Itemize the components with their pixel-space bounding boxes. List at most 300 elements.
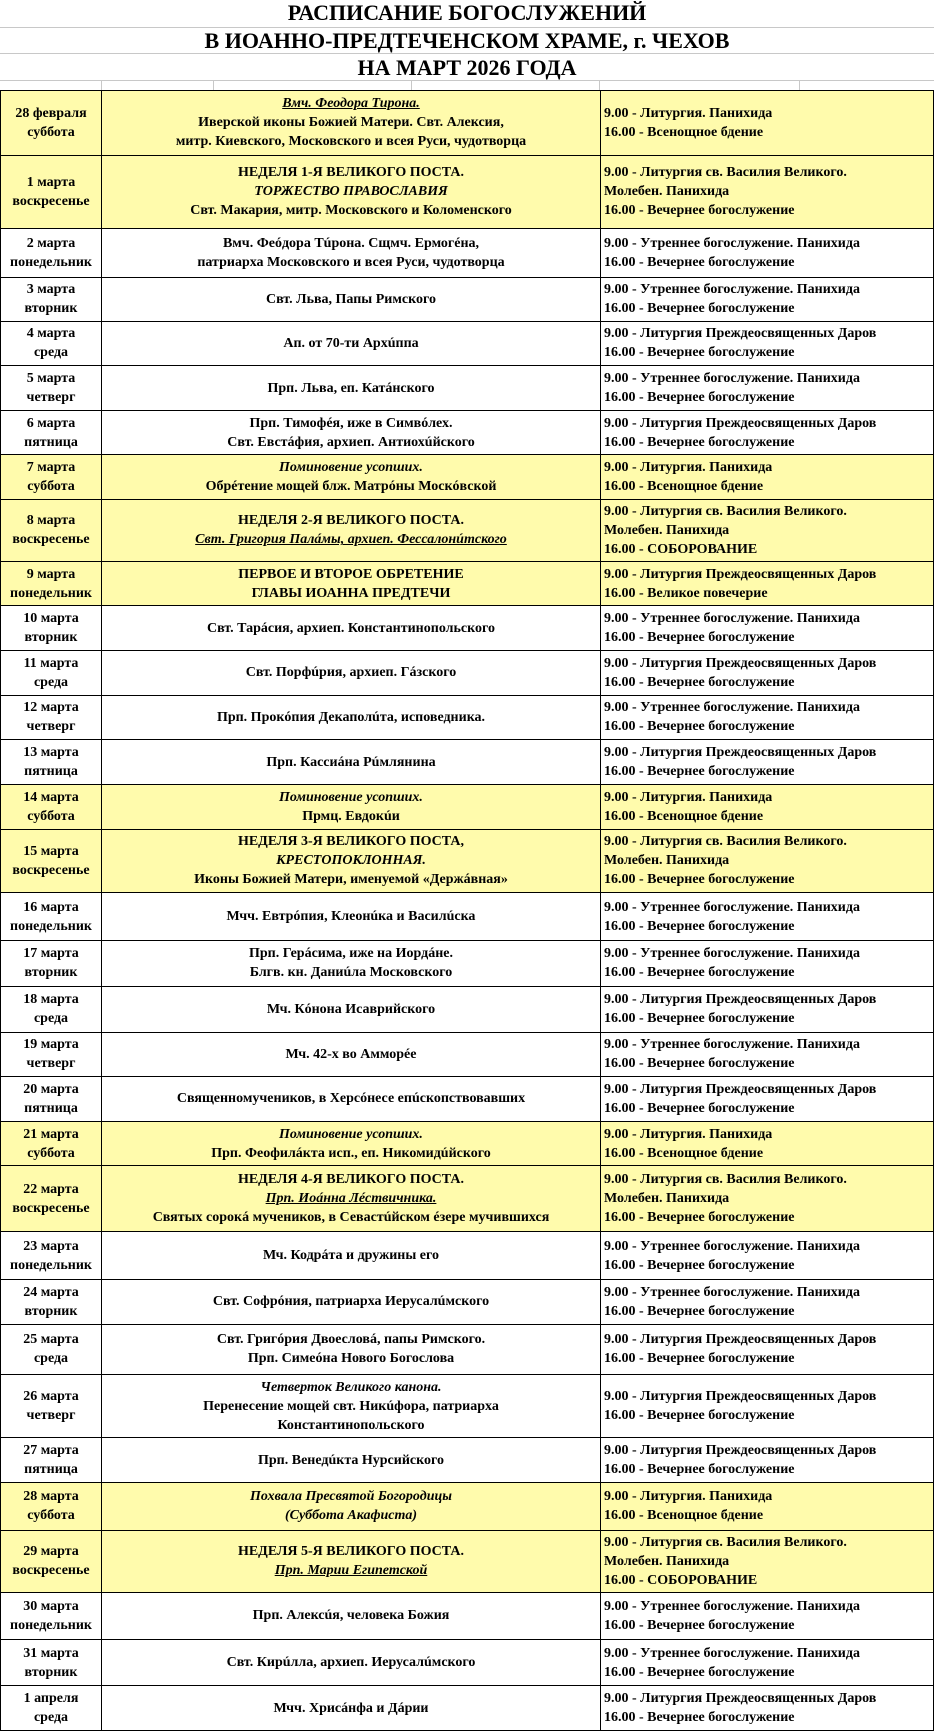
- event-line: Свт. Порфúрия, архиеп. Гáзского: [245, 665, 457, 681]
- date: 29 марта: [23, 1544, 79, 1560]
- weekday: четверг: [26, 719, 76, 735]
- date: 18 марта: [23, 992, 79, 1008]
- date-cell: [1, 278, 102, 322]
- weekday: среда: [33, 1710, 69, 1726]
- services-cell: [601, 1438, 934, 1483]
- event-line: ТОРЖЕСТВО ПРАВОСЛАВИЯ: [254, 184, 448, 200]
- date: 10 марта: [23, 611, 79, 627]
- service-line: 16.00 - Вечернее богослужение: [604, 1617, 795, 1633]
- services-cell: [601, 941, 934, 987]
- event-line: Прп. Симеóна Нового Богослова: [247, 1351, 455, 1367]
- event-cell: [102, 1232, 601, 1280]
- event-cell: [102, 410, 601, 455]
- date: 6 марта: [26, 415, 76, 431]
- services-cell: [601, 695, 934, 740]
- date: 3 марта: [26, 282, 76, 298]
- service-line: 16.00 - Вечернее богослужение: [604, 764, 795, 780]
- service-line: 9.00 - Утреннее богослужение. Панихида: [604, 282, 860, 298]
- service-line: 9.00 - Литургия Преждеосвященных Даров: [604, 1389, 877, 1405]
- event-line: Прп. Венедúкта Нурсийского: [258, 1452, 444, 1468]
- event-line: Святых сорокá мучеников, в Севастúйском éзере мучившихся: [152, 1210, 550, 1226]
- schedule-row: [1, 455, 934, 500]
- weekday: вторник: [24, 965, 78, 981]
- date-cell: [1, 1374, 102, 1438]
- event-line: Мч. 42-х во Амморéе: [285, 1046, 417, 1062]
- service-line: Молебен. Панихида: [604, 184, 730, 200]
- service-line: 16.00 - Всенощное бдение: [604, 479, 764, 495]
- event-line: Прп. Прокóпия Декаполúта, исповедника.: [216, 709, 486, 725]
- service-line: 9.00 - Утреннее богослужение. Панихида: [604, 1598, 860, 1614]
- date-cell: [1, 606, 102, 651]
- event-line: Перенесение мощей свт. Никúфора, патриарха: [203, 1398, 499, 1414]
- event-line: (Суббота Акафиста): [284, 1508, 418, 1524]
- services-cell: [601, 1280, 934, 1325]
- event-line: Мчч. Евтрóпия, Клеонúка и Василúска: [226, 909, 476, 925]
- date: 9 марта: [26, 566, 76, 582]
- event-line: Прп. Марии Египетской: [274, 1563, 428, 1579]
- date-cell: [1, 1483, 102, 1531]
- date: 8 марта: [26, 513, 76, 529]
- services-cell: [601, 500, 934, 562]
- services-cell: [601, 829, 934, 893]
- service-line: 9.00 - Утреннее богослужение. Панихида: [604, 371, 860, 387]
- date: 31 марта: [23, 1645, 79, 1661]
- event-cell: [102, 366, 601, 411]
- services-cell: [601, 1324, 934, 1374]
- weekday: четверг: [26, 390, 76, 406]
- event-cell: [102, 1032, 601, 1077]
- event-cell: [102, 606, 601, 651]
- event-line: Священномучеников, в Херсóнесе епúскопствовавших: [176, 1091, 526, 1107]
- event-line: патриарха Московского и всея Руси, чудотворца: [197, 255, 505, 271]
- date: 21 марта: [23, 1126, 79, 1142]
- services-cell: [601, 893, 934, 941]
- service-line: 9.00 - Литургия Преждеосвященных Даров: [604, 415, 877, 431]
- event-cell: [102, 155, 601, 228]
- weekday: среда: [33, 674, 69, 690]
- date: 28 февраля: [15, 105, 87, 121]
- date-cell: [1, 321, 102, 366]
- service-line: 9.00 - Литургия Преждеосвященных Даров: [604, 1332, 877, 1348]
- event-cell: [102, 1374, 601, 1438]
- date-cell: [1, 1530, 102, 1592]
- event-line: Мч. Кодрáта и дружины его: [262, 1248, 440, 1264]
- schedule-row: [1, 1640, 934, 1686]
- event-line: митр. Киевского, Московского и всея Руси, чудотворца: [175, 134, 527, 150]
- service-line: 9.00 - Утреннее богослужение. Панихида: [604, 700, 860, 716]
- event-line: НЕДЕЛЯ 2-Я ВЕЛИКОГО ПОСТА.: [237, 513, 465, 529]
- title-line-1: РАСПИСАНИЕ БОГОСЛУЖЕНИЙ: [287, 0, 647, 25]
- date-cell: [1, 740, 102, 785]
- schedule-row: [1, 740, 934, 785]
- services-cell: [601, 1232, 934, 1280]
- event-line: НЕДЕЛЯ 4-Я ВЕЛИКОГО ПОСТА.: [237, 1172, 465, 1188]
- event-line: Прп. Алексúя, человека Божия: [252, 1608, 450, 1624]
- service-line: 16.00 - Вечернее богослужение: [604, 1210, 795, 1226]
- date-cell: [1, 155, 102, 228]
- services-cell: [601, 561, 934, 606]
- service-line: 9.00 - Утреннее богослужение. Панихида: [604, 899, 860, 915]
- date-cell: [1, 784, 102, 829]
- event-cell: [102, 784, 601, 829]
- service-line: 16.00 - Вечернее богослужение: [604, 1056, 795, 1072]
- service-line: 9.00 - Утреннее богослужение. Панихида: [604, 611, 860, 627]
- date: 15 марта: [23, 843, 79, 859]
- date-cell: [1, 1438, 102, 1483]
- schedule-row: [1, 784, 934, 829]
- schedule-row: [1, 986, 934, 1032]
- service-line: 9.00 - Литургия Преждеосвященных Даров: [604, 566, 877, 582]
- schedule-row: [1, 1032, 934, 1077]
- schedule-row: [1, 1374, 934, 1438]
- schedule-row: [1, 500, 934, 562]
- services-cell: [601, 784, 934, 829]
- date: 4 марта: [26, 326, 76, 342]
- event-cell: [102, 229, 601, 278]
- service-line: 16.00 - Вечернее богослужение: [604, 630, 795, 646]
- service-line: 16.00 - Вечернее богослужение: [604, 434, 795, 450]
- event-line: Прп. Кассиáна Рúмлянина: [266, 754, 436, 770]
- weekday: четверг: [26, 1408, 76, 1424]
- event-line: ПЕРВОЕ И ВТОРОЕ ОБРЕТЕНИЕ: [238, 566, 464, 582]
- service-line: 9.00 - Литургия св. Василия Великого.: [604, 1534, 847, 1550]
- date-cell: [1, 1166, 102, 1232]
- event-line: Похвала Пресвятой Богородицы: [250, 1489, 452, 1505]
- weekday: среда: [33, 1011, 69, 1027]
- weekday: понедельник: [10, 918, 92, 934]
- service-line: 16.00 - Всенощное бдение: [604, 808, 764, 824]
- event-cell: [102, 1483, 601, 1531]
- header-rule: [0, 53, 934, 54]
- date-cell: [1, 91, 102, 156]
- event-line: Четверток Великого канона.: [260, 1379, 442, 1395]
- event-line: Мчч. Хрисáнфа и Дáрии: [273, 1700, 429, 1716]
- date: 20 марта: [23, 1081, 79, 1097]
- services-cell: [601, 651, 934, 696]
- event-cell: [102, 1077, 601, 1122]
- event-line: Прп. Льва, еп. Катáнского: [267, 380, 435, 396]
- date-cell: [1, 1121, 102, 1166]
- schedule-row: [1, 606, 934, 651]
- schedule-row: [1, 1280, 934, 1325]
- weekday: суббота: [27, 1508, 75, 1524]
- event-line: Прп. Герáсима, иже на Иордáне.: [249, 946, 453, 962]
- event-line: Свт. Льва, Папы Римского: [265, 291, 436, 307]
- date-cell: [1, 829, 102, 893]
- date: 19 марта: [23, 1037, 79, 1053]
- schedule-row: [1, 941, 934, 987]
- service-line: 9.00 - Утреннее богослужение. Панихида: [604, 1284, 860, 1300]
- schedule-row: [1, 893, 934, 941]
- title-line-2: В ИОАННО-ПРЕДТЕЧЕНСКОМ ХРАМЕ, г. ЧЕХОВ: [204, 28, 730, 53]
- schedule-row: [1, 278, 934, 322]
- schedule-row: [1, 829, 934, 893]
- service-line: 16.00 - Всенощное бдение: [604, 1145, 764, 1161]
- service-line: 16.00 - Вечернее богослужение: [604, 1303, 795, 1319]
- event-line: Ап. от 70-ти Архúппа: [283, 335, 419, 351]
- schedule-row: [1, 1077, 934, 1122]
- weekday: суббота: [27, 124, 75, 140]
- services-cell: [601, 366, 934, 411]
- weekday: вторник: [24, 1664, 78, 1680]
- service-line: 9.00 - Литургия Преждеосвященных Даров: [604, 745, 877, 761]
- event-line: Поминовение усопших.: [279, 460, 423, 476]
- date-cell: [1, 1232, 102, 1280]
- services-cell: [601, 1077, 934, 1122]
- event-line: Прп. Тимофéя, иже в Симвóлех.: [249, 415, 453, 431]
- event-cell: [102, 455, 601, 500]
- title-line-3: НА МАРТ 2026 ГОДА: [357, 55, 577, 80]
- service-line: 16.00 - Вечернее богослужение: [604, 918, 795, 934]
- date-cell: [1, 651, 102, 696]
- schedule-row: [1, 1232, 934, 1280]
- weekday: пятница: [24, 764, 78, 780]
- service-line: 9.00 - Литургия св. Василия Великого.: [604, 1172, 847, 1188]
- date: 25 марта: [23, 1332, 79, 1348]
- date: 2 марта: [26, 236, 76, 252]
- services-cell: [601, 1121, 934, 1166]
- service-line: Молебен. Панихида: [604, 1553, 730, 1569]
- event-line: Свт. Григория Палáмы, архиеп. Фессалонúтского: [195, 532, 507, 548]
- service-line: 9.00 - Литургия св. Василия Великого.: [604, 834, 847, 850]
- date-cell: [1, 986, 102, 1032]
- service-line: 9.00 - Литургия св. Василия Великого.: [604, 503, 847, 519]
- spacer-row: [0, 80, 934, 90]
- weekday: понедельник: [10, 585, 92, 601]
- event-line: ГЛАВЫ ИОАННА ПРЕДТЕЧИ: [251, 585, 451, 601]
- event-line: Свт. Софрóния, патриарха Иерусалúмского: [212, 1294, 490, 1310]
- event-line: Свт. Кирúлла, архиеп. Иерусалúмского: [226, 1655, 476, 1671]
- date: 5 марта: [26, 371, 76, 387]
- date-cell: [1, 695, 102, 740]
- date-cell: [1, 1032, 102, 1077]
- weekday: понедельник: [10, 1257, 92, 1273]
- weekday: среда: [33, 345, 69, 361]
- services-cell: [601, 1032, 934, 1077]
- weekday: понедельник: [10, 255, 92, 271]
- weekday: суббота: [27, 479, 75, 495]
- service-line: 9.00 - Литургия Преждеосвященных Даров: [604, 326, 877, 342]
- event-cell: [102, 1166, 601, 1232]
- date: 22 марта: [23, 1181, 79, 1197]
- date-cell: [1, 1324, 102, 1374]
- schedule-body: [1, 91, 934, 1731]
- schedule-row: [1, 91, 934, 156]
- date-cell: [1, 1280, 102, 1325]
- schedule-row: [1, 229, 934, 278]
- event-cell: [102, 278, 601, 322]
- service-line: 16.00 - Вечернее богослужение: [604, 1351, 795, 1367]
- weekday: вторник: [24, 630, 78, 646]
- services-cell: [601, 410, 934, 455]
- event-cell: [102, 91, 601, 156]
- services-cell: [601, 278, 934, 322]
- service-line: 9.00 - Литургия. Панихида: [604, 1126, 773, 1142]
- service-line: 16.00 - Всенощное бдение: [604, 1508, 764, 1524]
- date-cell: [1, 366, 102, 411]
- date: 30 марта: [23, 1598, 79, 1614]
- schedule-row: [1, 561, 934, 606]
- service-line: 9.00 - Утреннее богослужение. Панихида: [604, 1645, 860, 1661]
- event-cell: [102, 740, 601, 785]
- event-line: НЕДЕЛЯ 5-Я ВЕЛИКОГО ПОСТА.: [237, 1544, 465, 1560]
- services-cell: [601, 1530, 934, 1592]
- service-line: 9.00 - Литургия Преждеосвященных Даров: [604, 992, 877, 1008]
- event-line: Свт. Тарáсия, архиеп. Константинопольского: [206, 620, 495, 636]
- schedule-row: [1, 1166, 934, 1232]
- service-line: 16.00 - Вечернее богослужение: [604, 1408, 795, 1424]
- event-line: Блгв. кн. Даниúла Московского: [249, 965, 453, 981]
- date: 14 марта: [23, 789, 79, 805]
- event-line: Вмч. Феодора Тирона.: [282, 96, 420, 112]
- weekday: воскресенье: [12, 193, 90, 209]
- weekday: вторник: [24, 1303, 78, 1319]
- date: 24 марта: [23, 1284, 79, 1300]
- date: 1 апреля: [23, 1691, 79, 1707]
- date: 16 марта: [23, 899, 79, 915]
- services-cell: [601, 986, 934, 1032]
- service-line: Молебен. Панихида: [604, 522, 730, 538]
- service-line: 9.00 - Литургия Преждеосвященных Даров: [604, 655, 877, 671]
- service-line: 16.00 - Вечернее богослужение: [604, 1257, 795, 1273]
- event-cell: [102, 1280, 601, 1325]
- event-line: Свт. Григóрия Двоесловá, папы Римского.: [216, 1332, 486, 1348]
- date: 11 марта: [23, 655, 79, 671]
- service-line: 16.00 - СОБОРОВАНИЕ: [604, 1572, 758, 1588]
- service-line: Молебен. Панихида: [604, 853, 730, 869]
- services-cell: [601, 155, 934, 228]
- event-line: Свт. Макария, митр. Московского и Коломенского: [190, 203, 512, 219]
- date-cell: [1, 1077, 102, 1122]
- service-line: 16.00 - Вечернее богослужение: [604, 719, 795, 735]
- date-cell: [1, 561, 102, 606]
- service-line: 9.00 - Литургия Преждеосвященных Даров: [604, 1081, 877, 1097]
- date-cell: [1, 455, 102, 500]
- event-cell: [102, 986, 601, 1032]
- service-line: 9.00 - Утреннее богослужение. Панихида: [604, 236, 860, 252]
- event-cell: [102, 893, 601, 941]
- event-line: Поминовение усопших.: [279, 789, 423, 805]
- service-line: 16.00 - Вечернее богослужение: [604, 1462, 795, 1478]
- service-line: 9.00 - Литургия. Панихида: [604, 460, 773, 476]
- schedule-row: [1, 1438, 934, 1483]
- services-cell: [601, 740, 934, 785]
- event-line: Мч. Кóнона Исаврийского: [266, 1001, 436, 1017]
- weekday: вторник: [24, 301, 78, 317]
- services-cell: [601, 1640, 934, 1686]
- event-line: Иверской иконы Божией Матери. Свт. Алексия,: [198, 115, 504, 131]
- date: 28 марта: [23, 1489, 79, 1505]
- date-cell: [1, 410, 102, 455]
- service-line: 9.00 - Литургия. Панихида: [604, 105, 773, 121]
- schedule-table: [0, 90, 934, 1731]
- weekday: суббота: [27, 808, 75, 824]
- service-line: 16.00 - Вечернее богослужение: [604, 345, 795, 361]
- event-cell: [102, 695, 601, 740]
- schedule-row: [1, 155, 934, 228]
- service-line: 9.00 - Утреннее богослужение. Панихида: [604, 1037, 860, 1053]
- event-line: НЕДЕЛЯ 3-Я ВЕЛИКОГО ПОСТА,: [237, 834, 465, 850]
- schedule-row: [1, 651, 934, 696]
- event-line: Константинопольского: [277, 1417, 425, 1433]
- date: 1 марта: [26, 174, 76, 190]
- event-cell: [102, 1640, 601, 1686]
- event-line: КРЕСТОПОКЛОННАЯ.: [276, 853, 426, 869]
- date: 17 марта: [23, 946, 79, 962]
- service-line: 16.00 - Вечернее богослужение: [604, 965, 795, 981]
- services-cell: [601, 229, 934, 278]
- schedule-row: [1, 1324, 934, 1374]
- service-line: Молебен. Панихида: [604, 1191, 730, 1207]
- schedule-row: [1, 410, 934, 455]
- services-cell: [601, 1686, 934, 1731]
- service-line: 9.00 - Литургия Преждеосвященных Даров: [604, 1443, 877, 1459]
- service-line: 16.00 - Вечернее богослужение: [604, 390, 795, 406]
- date: 23 марта: [23, 1238, 79, 1254]
- service-line: 16.00 - Вечернее богослужение: [604, 1011, 795, 1027]
- service-line: 16.00 - Вечернее богослужение: [604, 1664, 795, 1680]
- event-cell: [102, 321, 601, 366]
- service-line: 9.00 - Литургия Преждеосвященных Даров: [604, 1691, 877, 1707]
- date-cell: [1, 229, 102, 278]
- weekday: пятница: [24, 1462, 78, 1478]
- schedule-row: [1, 321, 934, 366]
- date-cell: [1, 1592, 102, 1640]
- weekday: воскресенье: [12, 1200, 90, 1216]
- services-cell: [601, 1592, 934, 1640]
- event-line: Вмч. Феóдора Тúрона. Сщмч. Ермогéна,: [222, 236, 480, 252]
- date: 7 марта: [26, 460, 76, 476]
- schedule-row: [1, 1686, 934, 1731]
- services-cell: [601, 1166, 934, 1232]
- date-cell: [1, 1640, 102, 1686]
- schedule-row: [1, 366, 934, 411]
- weekday: среда: [33, 1351, 69, 1367]
- date-cell: [1, 500, 102, 562]
- service-line: 9.00 - Литургия. Панихида: [604, 789, 773, 805]
- date: 12 марта: [23, 700, 79, 716]
- service-line: 16.00 - Вечернее богослужение: [604, 1100, 795, 1116]
- services-cell: [601, 1374, 934, 1438]
- event-cell: [102, 941, 601, 987]
- service-line: 16.00 - СОБОРОВАНИЕ: [604, 541, 758, 557]
- weekday: воскресенье: [12, 1563, 90, 1579]
- services-cell: [601, 455, 934, 500]
- event-line: Свт. Евстáфия, архиеп. Антиохúйского: [227, 434, 475, 450]
- services-cell: [601, 1483, 934, 1531]
- weekday: четверг: [26, 1056, 76, 1072]
- event-line: Обрéтение мощей блж. Матрóны Москóвской: [205, 479, 497, 495]
- service-line: 16.00 - Великое повечерие: [604, 585, 768, 601]
- service-line: 16.00 - Вечернее богослужение: [604, 872, 795, 888]
- event-cell: [102, 1324, 601, 1374]
- weekday: пятница: [24, 434, 78, 450]
- service-line: 9.00 - Литургия. Панихида: [604, 1489, 773, 1505]
- service-line: 9.00 - Утреннее богослужение. Панихида: [604, 946, 860, 962]
- service-line: 16.00 - Вечернее богослужение: [604, 301, 795, 317]
- weekday: суббота: [27, 1145, 75, 1161]
- date: 27 марта: [23, 1443, 79, 1459]
- schedule-row: [1, 1483, 934, 1531]
- date: 13 марта: [23, 745, 79, 761]
- weekday: воскресенье: [12, 532, 90, 548]
- event-line: Иконы Божией Матери, именуемой «Держáвная»: [194, 872, 508, 888]
- event-line: НЕДЕЛЯ 1-Я ВЕЛИКОГО ПОСТА.: [237, 165, 465, 181]
- event-line: Поминовение усопших.: [279, 1126, 423, 1142]
- event-line: Прп. Феофилáкта исп., еп. Никомидúйского: [211, 1145, 491, 1161]
- service-line: 16.00 - Вечернее богослужение: [604, 674, 795, 690]
- date-cell: [1, 893, 102, 941]
